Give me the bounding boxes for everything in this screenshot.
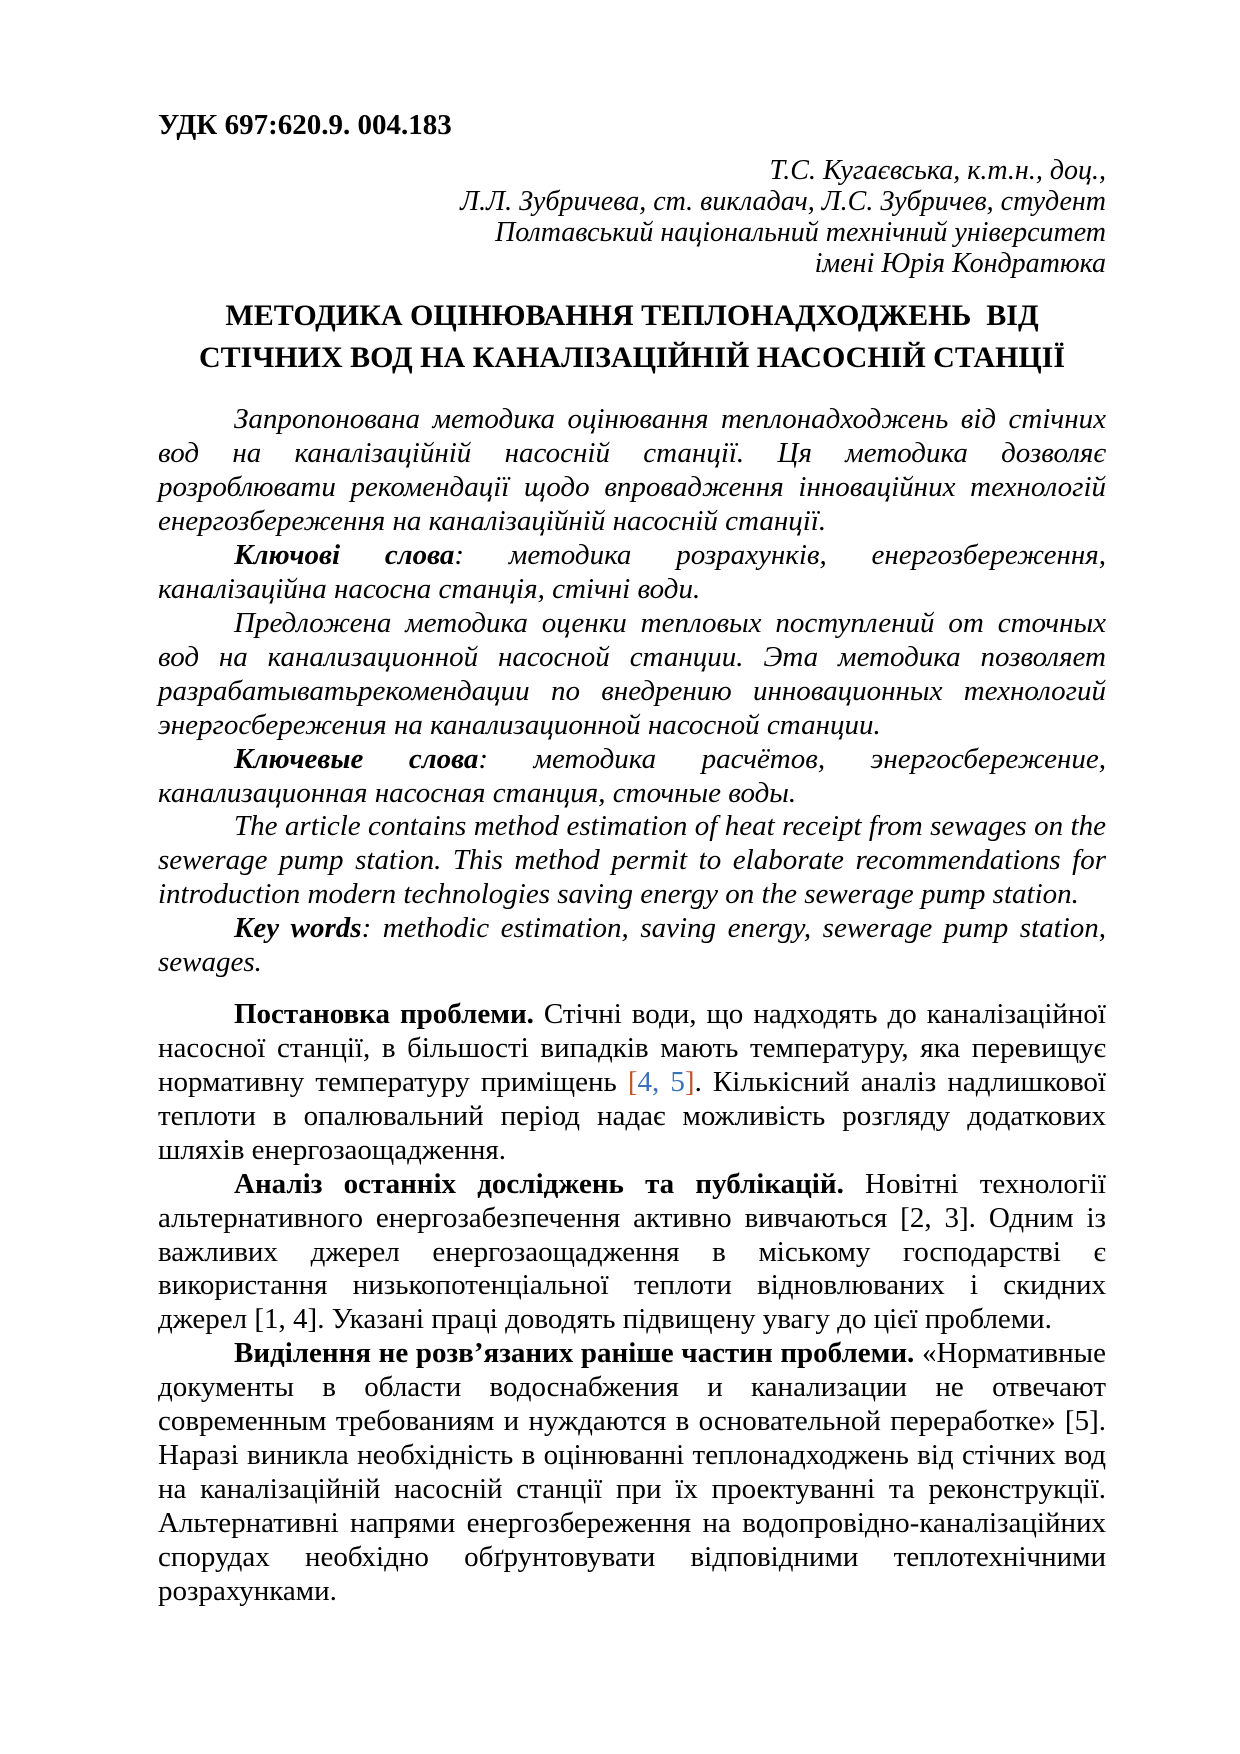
problem-statement-heading: Постановка проблеми. — [234, 998, 534, 1031]
abstract-ua: Запропонована методика оцінювання теплонадходжень від стічних вод на каналізаційній насосній станції. Ця методика дозволяє розроблювати рекомендації щодо впровадження інноваційних технологій енергозбереження на каналізаційній насосній станції. — [158, 403, 1106, 538]
citation-number-4: 4 — [637, 1065, 653, 1098]
analysis-text: Новітні технології альтернативного енергозабезпечення активно вивчаються [2, 3]. Одним із важливих джерел енергозаощадження в міському господарстві є використання низькопотенціальної теплоти відновлюваних і скидних джерел [1, 4]. Указані праці доводять підвищену увагу до цієї проблеми. — [158, 1167, 1106, 1336]
citation-comma: , — [652, 1065, 671, 1098]
affiliation-line-1: Полтавський національний технічний університет — [495, 216, 1106, 248]
unsolved-parts-heading: Виділення не розв’язаних раніше частин проблеми. — [234, 1337, 915, 1370]
keywords-ua-text: : методика розрахунків, енергозбереження, каналізаційна насосна станція, стічні води. — [158, 539, 1106, 606]
keywords-en — [158, 912, 1106, 980]
keywords-en-label: Key words — [234, 912, 362, 945]
abstract-ru: Предложена методика оценки тепловых поступлений от сточных вод на канализационной насосной станции. Эта методика позволяет разрабатыватьрекомендации по внедрению инновационных технологий энергосбережения на канализационной насосной станции. — [158, 606, 1106, 741]
problem-statement-text-before-citation: Стічні води, що надходять до каналізаційної насосної станції, в більшості випадків мають температуру, яка перевищує нормативну температуру приміщень — [158, 998, 1106, 1098]
author-line-2: Л.Л. Зубричева, ст. викладач, Л.С. Зубричев, студент — [460, 186, 1106, 218]
authors-block — [158, 156, 1106, 279]
paragraph-problem-statement — [158, 998, 1106, 1168]
abstract-en: The article contains method estimation of heat receipt from sewages on the sewerage pump station. This method permit to elaborate recommendations for introduction modern technologies saving energy on the sewerage pump station. — [158, 810, 1106, 911]
keywords-en-text: : methodic estimation, saving energy, sewerage pump station, sewages. — [158, 912, 1107, 979]
paragraph-unsolved-parts — [158, 1337, 1106, 1608]
keywords-ru-text: : методика расчётов, энергосбережение, канализационная насосная станция, сточные воды. — [158, 742, 1106, 809]
keywords-ru — [158, 743, 1106, 811]
keywords-ru-label: Ключевые слова — [234, 742, 479, 775]
paragraph-analysis — [158, 1168, 1106, 1338]
citation-bracket-close: ] — [684, 1065, 695, 1098]
affiliation-line-2: імені Юрія Кондратюка — [814, 247, 1106, 279]
citation-bracket-open: [ — [627, 1065, 638, 1098]
analysis-heading: Аналіз останніх досліджень та публікацій. — [234, 1167, 844, 1200]
author-line-1: Т.С. Кугаєвська, к.т.н., доц., — [769, 155, 1106, 187]
problem-statement-text-after-citation: . Кількісний аналіз надлишкової теплоти в опалювальний період надає можливість розгляду додаткових шляхів енергозаощадження. — [158, 1065, 1106, 1166]
paper-title: МЕТОДИКА ОЦІНЮВАННЯ ТЕПЛОНАДХОДЖЕНЬ ВІД СТІЧНИХ ВОД НА КАНАЛІЗАЦІЙНІЙ НАСОСНІЙ СТАНЦІЇ — [198, 299, 1066, 375]
keywords-ua-label: Ключові слова — [234, 539, 455, 572]
unsolved-parts-text: «Нормативные документы в области водоснабжения и канализации не отвечают современным требованиям и нуждаются в основательной переработке» [5]. Наразі виникла необхідність в оцінюванні теплонадходжень від стічних вод на каналізаційній насосній станції при їх проектуванні та реконструкції. Альтернативні напрями енергозбереження на водопровідно-каналізаційних спорудах необхідно обґрунтовувати відповідними теплотехнічними розрахунками. — [158, 1337, 1106, 1607]
citation-number-5: 5 — [670, 1065, 685, 1098]
keywords-ua — [158, 539, 1106, 607]
udc-number: УДК 697:620.9. 004.183 — [158, 109, 452, 141]
